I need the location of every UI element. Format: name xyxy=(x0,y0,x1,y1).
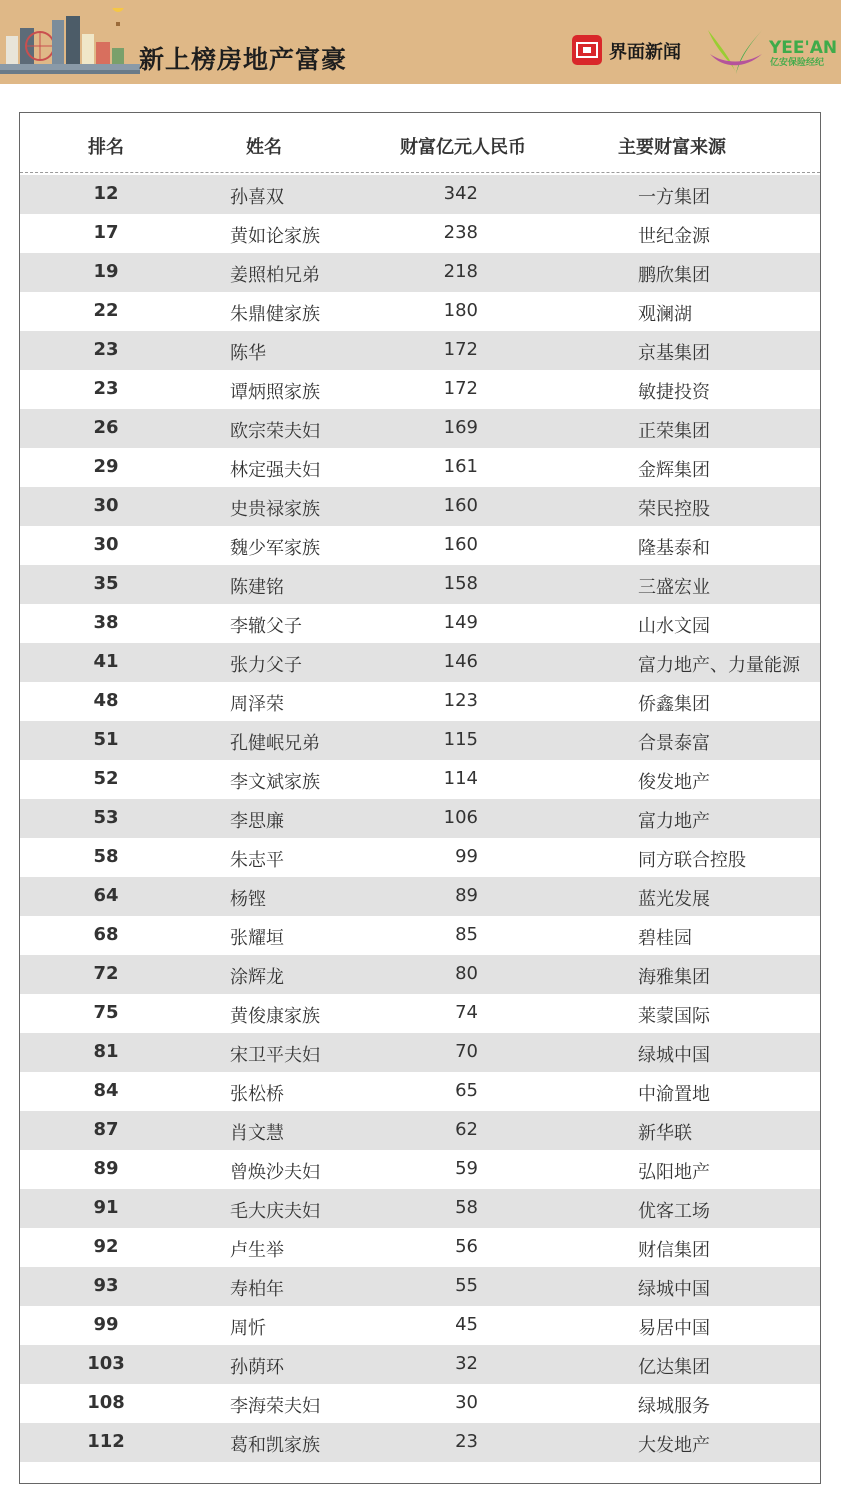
name-cell: 曾焕沙夫妇 xyxy=(230,1162,320,1183)
table-row xyxy=(20,1150,820,1189)
yeean-logo-icon xyxy=(706,24,766,76)
source-cell: 金辉集团 xyxy=(638,460,710,481)
source-cell: 蓝光发展 xyxy=(638,889,710,910)
name-cell: 林定强夫妇 xyxy=(230,460,320,481)
table-row xyxy=(20,877,820,916)
jiemian-logo-icon xyxy=(572,35,602,65)
name-cell: 卢生举 xyxy=(230,1240,284,1261)
table-row xyxy=(20,721,820,760)
rank-cell: 92 xyxy=(93,1236,119,1257)
rank-cell: 23 xyxy=(93,378,119,399)
table-row xyxy=(20,1345,820,1384)
table-row xyxy=(20,643,820,682)
source-cell: 财信集团 xyxy=(638,1240,710,1261)
source-cell: 富力地产 xyxy=(638,811,710,832)
rank-cell: 53 xyxy=(93,807,119,828)
table-row xyxy=(20,448,820,487)
rank-cell: 17 xyxy=(93,222,119,243)
wealth-cell: 172 xyxy=(443,339,478,360)
rank-cell: 87 xyxy=(93,1119,119,1140)
rank-cell: 48 xyxy=(93,690,119,711)
wealth-cell: 218 xyxy=(443,261,478,282)
source-cell: 俊发地产 xyxy=(638,772,710,793)
name-cell: 孙荫环 xyxy=(230,1357,284,1378)
wealth-cell: 23 xyxy=(455,1431,478,1452)
source-cell: 世纪金源 xyxy=(638,226,710,247)
name-cell: 李海荣夫妇 xyxy=(230,1396,320,1417)
rank-cell: 51 xyxy=(93,729,119,750)
table-row xyxy=(20,175,820,214)
rank-cell: 41 xyxy=(93,651,119,672)
wealth-cell: 146 xyxy=(443,651,478,672)
rank-cell: 103 xyxy=(87,1353,125,1374)
rank-cell: 91 xyxy=(93,1197,119,1218)
wealth-cell: 70 xyxy=(455,1041,478,1062)
source-cell: 绿城中国 xyxy=(638,1279,710,1300)
name-cell: 李思廉 xyxy=(230,811,284,832)
table-row xyxy=(20,799,820,838)
header-name: 姓名 xyxy=(246,137,282,158)
source-cell: 亿达集团 xyxy=(638,1357,710,1378)
rank-cell: 89 xyxy=(93,1158,119,1179)
name-cell: 葛和凯家族 xyxy=(230,1435,320,1456)
source-cell: 一方集团 xyxy=(638,187,710,208)
source-cell: 鹏欣集团 xyxy=(638,265,710,286)
source-cell: 京基集团 xyxy=(638,343,710,364)
name-cell: 肖文慧 xyxy=(230,1123,284,1144)
source-cell: 弘阳地产 xyxy=(638,1162,710,1183)
wealth-cell: 62 xyxy=(455,1119,478,1140)
rank-cell: 22 xyxy=(93,300,119,321)
rank-cell: 19 xyxy=(93,261,119,282)
wealth-cell: 56 xyxy=(455,1236,478,1257)
source-cell: 绿城服务 xyxy=(638,1396,710,1417)
source-cell: 正荣集团 xyxy=(638,421,710,442)
rank-cell: 35 xyxy=(93,573,119,594)
rank-cell: 99 xyxy=(93,1314,119,1335)
table-row xyxy=(20,1072,820,1111)
rank-cell: 75 xyxy=(93,1002,119,1023)
source-cell: 富力地产、力量能源 xyxy=(638,655,800,676)
name-cell: 宋卫平夫妇 xyxy=(230,1045,320,1066)
table-row xyxy=(20,253,820,292)
rank-cell: 26 xyxy=(93,417,119,438)
header-banner xyxy=(0,0,841,84)
name-cell: 涂辉龙 xyxy=(230,967,284,988)
wealth-cell: 89 xyxy=(455,885,478,906)
source-cell: 海雅集团 xyxy=(638,967,710,988)
table-row xyxy=(20,955,820,994)
name-cell: 谭炳照家族 xyxy=(230,382,320,403)
rank-cell: 81 xyxy=(93,1041,119,1062)
wealth-cell: 80 xyxy=(455,963,478,984)
source-cell: 观澜湖 xyxy=(638,304,692,325)
wealth-cell: 180 xyxy=(443,300,478,321)
name-cell: 周忻 xyxy=(230,1318,266,1339)
name-cell: 黄如论家族 xyxy=(230,226,320,247)
name-cell: 张松桥 xyxy=(230,1084,284,1105)
table-row xyxy=(20,1306,820,1345)
table-row xyxy=(20,526,820,565)
name-cell: 孙喜双 xyxy=(230,187,284,208)
city-skyline-illustration xyxy=(0,8,140,76)
wealth-cell: 158 xyxy=(443,573,478,594)
table-row xyxy=(20,760,820,799)
name-cell: 黄俊康家族 xyxy=(230,1006,320,1027)
wealth-cell: 55 xyxy=(455,1275,478,1296)
table-row xyxy=(20,1267,820,1306)
table-row xyxy=(20,1189,820,1228)
name-cell: 陈华 xyxy=(230,343,266,364)
wealth-cell: 172 xyxy=(443,378,478,399)
name-cell: 史贵禄家族 xyxy=(230,499,320,520)
source-cell: 优客工场 xyxy=(638,1201,710,1222)
source-cell: 中渝置地 xyxy=(638,1084,710,1105)
wealth-cell: 160 xyxy=(443,534,478,555)
wealth-cell: 99 xyxy=(455,846,478,867)
name-cell: 姜照柏兄弟 xyxy=(230,265,320,286)
rank-cell: 30 xyxy=(93,534,119,555)
table-row xyxy=(20,1033,820,1072)
table-row xyxy=(20,214,820,253)
name-cell: 周泽荣 xyxy=(230,694,284,715)
table-row xyxy=(20,604,820,643)
table-body xyxy=(20,175,820,1462)
table-row xyxy=(20,916,820,955)
rich-list-table xyxy=(19,112,821,1484)
wealth-cell: 58 xyxy=(455,1197,478,1218)
wealth-cell: 115 xyxy=(443,729,478,750)
wealth-cell: 85 xyxy=(455,924,478,945)
name-cell: 杨铿 xyxy=(230,889,266,910)
rank-cell: 38 xyxy=(93,612,119,633)
wealth-cell: 32 xyxy=(455,1353,478,1374)
rank-cell: 68 xyxy=(93,924,119,945)
wealth-cell: 160 xyxy=(443,495,478,516)
wealth-cell: 342 xyxy=(443,183,478,204)
rank-cell: 23 xyxy=(93,339,119,360)
table-row xyxy=(20,1423,820,1462)
source-cell: 碧桂园 xyxy=(638,928,692,949)
name-cell: 欧宗荣夫妇 xyxy=(230,421,320,442)
source-cell: 三盛宏业 xyxy=(638,577,710,598)
source-cell: 隆基泰和 xyxy=(638,538,710,559)
name-cell: 寿柏年 xyxy=(230,1279,284,1300)
table-row xyxy=(20,838,820,877)
rank-cell: 112 xyxy=(87,1431,125,1452)
rank-cell: 84 xyxy=(93,1080,119,1101)
rank-cell: 12 xyxy=(93,183,119,204)
yeean-brand-subtitle: 亿安保险经纪 xyxy=(770,58,825,68)
wealth-cell: 114 xyxy=(443,768,478,789)
wealth-cell: 65 xyxy=(455,1080,478,1101)
table-row xyxy=(20,565,820,604)
source-cell: 合景泰富 xyxy=(638,733,710,754)
wealth-cell: 161 xyxy=(443,456,478,477)
wealth-cell: 169 xyxy=(443,417,478,438)
name-cell: 毛大庆夫妇 xyxy=(230,1201,320,1222)
source-cell: 大发地产 xyxy=(638,1435,710,1456)
name-cell: 朱志平 xyxy=(230,850,284,871)
banner-title: 新上榜房地产富豪 xyxy=(139,45,348,74)
table-row xyxy=(20,487,820,526)
rank-cell: 64 xyxy=(93,885,119,906)
rank-cell: 93 xyxy=(93,1275,119,1296)
table-row xyxy=(20,409,820,448)
wealth-cell: 74 xyxy=(455,1002,478,1023)
name-cell: 李文斌家族 xyxy=(230,772,320,793)
rank-cell: 58 xyxy=(93,846,119,867)
table-row xyxy=(20,1111,820,1150)
source-cell: 敏捷投资 xyxy=(638,382,710,403)
table-row xyxy=(20,292,820,331)
source-cell: 同方联合控股 xyxy=(638,850,746,871)
table-row xyxy=(20,1228,820,1267)
name-cell: 魏少军家族 xyxy=(230,538,320,559)
table-row xyxy=(20,682,820,721)
source-cell: 山水文园 xyxy=(638,616,710,637)
header-wealth: 财富亿元人民币 xyxy=(400,137,526,158)
wealth-cell: 30 xyxy=(455,1392,478,1413)
rank-cell: 108 xyxy=(87,1392,125,1413)
wealth-cell: 59 xyxy=(455,1158,478,1179)
table-row xyxy=(20,1384,820,1423)
source-cell: 新华联 xyxy=(638,1123,692,1144)
header-rank: 排名 xyxy=(88,137,124,158)
source-cell: 易居中国 xyxy=(638,1318,710,1339)
table-row xyxy=(20,331,820,370)
name-cell: 李辙父子 xyxy=(230,616,302,637)
source-cell: 莱蒙国际 xyxy=(638,1006,710,1027)
rank-cell: 72 xyxy=(93,963,119,984)
name-cell: 陈建铭 xyxy=(230,577,284,598)
header-source: 主要财富来源 xyxy=(618,137,726,158)
rank-cell: 30 xyxy=(93,495,119,516)
rank-cell: 52 xyxy=(93,768,119,789)
table-row xyxy=(20,994,820,1033)
source-cell: 荣民控股 xyxy=(638,499,710,520)
wealth-cell: 123 xyxy=(443,690,478,711)
name-cell: 张力父子 xyxy=(230,655,302,676)
yeean-brand-text: YEE'AN xyxy=(769,38,838,58)
name-cell: 孔健岷兄弟 xyxy=(230,733,320,754)
name-cell: 朱鼎健家族 xyxy=(230,304,320,325)
table-header xyxy=(20,113,820,173)
source-cell: 侨鑫集团 xyxy=(638,694,710,715)
source-cell: 绿城中国 xyxy=(638,1045,710,1066)
wealth-cell: 238 xyxy=(443,222,478,243)
jiemian-logo-text: 界面新闻 xyxy=(609,42,681,63)
name-cell: 张耀垣 xyxy=(230,928,284,949)
wealth-cell: 106 xyxy=(443,807,478,828)
wealth-cell: 45 xyxy=(455,1314,478,1335)
rank-cell: 29 xyxy=(93,456,119,477)
table-row xyxy=(20,370,820,409)
wealth-cell: 149 xyxy=(443,612,478,633)
